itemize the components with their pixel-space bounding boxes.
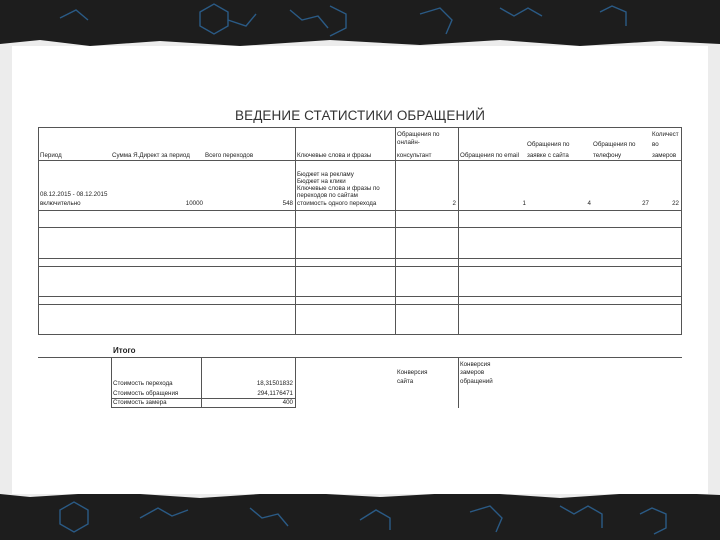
- summary-conversion-requests: Конверсия: [460, 361, 491, 368]
- table-left-border: [38, 127, 39, 335]
- summary-cost-measure-label: Стоимость замера: [113, 399, 167, 406]
- row1-budget: 10000: [185, 200, 203, 207]
- summary-cost-request-label: Стоимость обращения: [113, 390, 179, 397]
- row-border: [38, 227, 682, 228]
- table-right-border: [681, 127, 682, 335]
- summary-cost-transition-value: 18,31501832: [256, 380, 293, 387]
- row1-keywords: Бюджет на клики: [297, 178, 346, 185]
- summary-top-border: [38, 357, 682, 358]
- summary-cost-transition-label: Стоимость перехода: [113, 380, 173, 387]
- summary-conversion-requests: обращений: [460, 378, 493, 385]
- row1-keywords: стоимость одного перехода: [297, 200, 377, 207]
- row-border: [38, 266, 682, 267]
- row-border: [38, 296, 682, 297]
- row1-measures: 22: [672, 200, 679, 207]
- header-measures: во: [652, 141, 659, 148]
- header-transitions: Всего переходов: [205, 152, 254, 159]
- summary-left-border: [111, 357, 112, 408]
- row1-period: 08.12.2015 - 08.12.2015: [40, 191, 108, 198]
- summary-divider: [201, 357, 202, 408]
- summary-divider: [295, 357, 296, 408]
- header-keywords: Ключевые слова и фразы: [297, 152, 372, 159]
- row1-phone: 27: [642, 200, 649, 207]
- summary-cost-measure-value: 400: [282, 399, 293, 406]
- row1-bottom-border: [38, 210, 682, 211]
- row1-site: 4: [587, 200, 591, 207]
- header-email: Обращения по email: [460, 152, 519, 159]
- row1-keywords: Ключевые слова и фразы по: [297, 185, 380, 192]
- summary-divider: [458, 357, 459, 408]
- column-divider: [458, 127, 459, 335]
- row-border: [38, 304, 682, 305]
- header-bottom-border: [38, 160, 682, 161]
- header-online: консультант: [397, 152, 432, 159]
- page-title: ВЕДЕНИЕ СТАТИСТИКИ ОБРАЩЕНИЙ: [234, 108, 485, 123]
- row1-keywords: Бюджет на рекламу: [297, 171, 354, 178]
- header-online: онлайн-: [397, 139, 420, 146]
- row1-email: 1: [522, 200, 526, 207]
- row1-online: 2: [452, 200, 456, 207]
- header-online: Обращения по: [397, 131, 440, 138]
- table-top-border: [38, 127, 682, 128]
- header-phone: Обращения по: [593, 141, 636, 148]
- summary-total-label: Итого: [113, 346, 136, 355]
- header-from-site: Обращения по: [527, 141, 570, 148]
- row-border: [38, 258, 682, 259]
- header-phone: телефону: [593, 152, 622, 159]
- header-from-site: заявке с сайта: [527, 152, 569, 159]
- summary-bottom-border: [111, 407, 295, 408]
- row1-keywords: переходов по сайтам: [297, 192, 358, 199]
- summary-conversion-site: Конверсия: [397, 369, 428, 376]
- column-divider: [395, 127, 396, 335]
- row1-period: включительно: [40, 200, 81, 207]
- summary-conversion-requests: замеров: [460, 369, 485, 376]
- column-divider: [295, 127, 296, 335]
- header-period: Период: [40, 152, 62, 159]
- row1-transitions: 548: [282, 200, 293, 207]
- summary-cost-request-value: 294,1176471: [257, 390, 293, 397]
- summary-conversion-site: сайта: [397, 378, 414, 385]
- table-bottom-border: [38, 334, 682, 335]
- header-measures: Количест: [652, 131, 679, 138]
- header-measures: замеров: [652, 152, 677, 159]
- header-budget: Сумма Я.Директ за период: [112, 152, 190, 159]
